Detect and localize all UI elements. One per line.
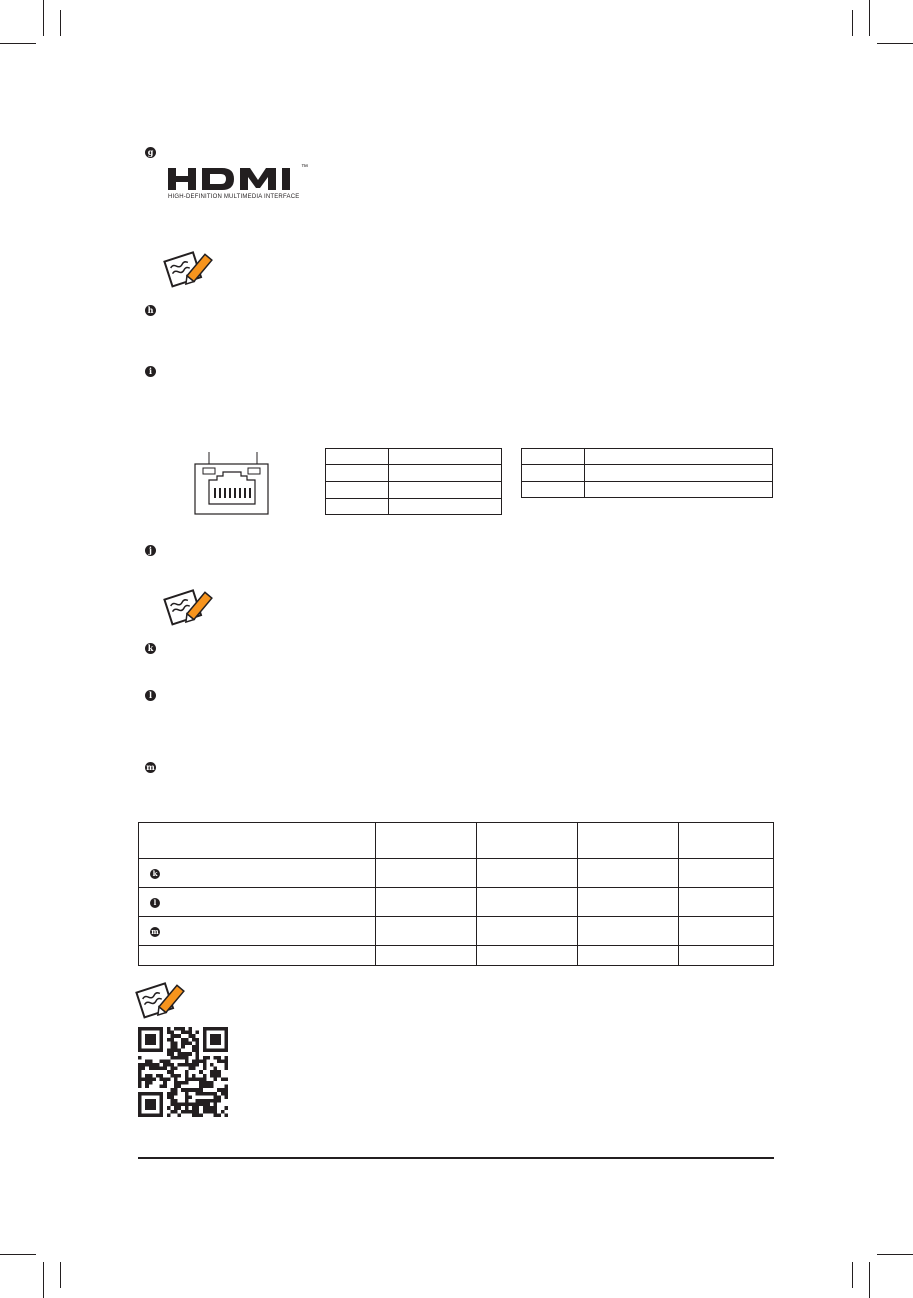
item-marker-k: k (150, 869, 160, 879)
activity-led-table (521, 448, 773, 498)
item-marker-j: j (145, 545, 156, 556)
table-row (139, 946, 774, 966)
note-pencil-icon (134, 979, 188, 1021)
hdmi-tagline: HIGH-DEFINITION MULTIMEDIA INTERFACE (168, 194, 300, 200)
crop-mark-bl-v2 (60, 1262, 61, 1288)
crop-mark-tl-v2 (60, 10, 61, 36)
crop-mark-bl-v (43, 1262, 44, 1298)
table-row (522, 449, 773, 465)
crop-mark-tr-v (869, 0, 870, 36)
item-marker-h: h (145, 305, 156, 316)
audio-config-table (138, 822, 774, 966)
crop-mark-br-v (869, 1262, 870, 1298)
item-marker-g: g (145, 147, 156, 158)
rj45-port-icon (193, 448, 273, 520)
table-row (139, 823, 774, 859)
item-marker-l: l (150, 898, 160, 908)
hdmi-trademark: ™ (301, 164, 308, 171)
crop-mark-tl-h (0, 43, 36, 44)
crop-mark-tr-v2 (852, 10, 853, 36)
hdmi-wordmark-graphic (168, 166, 300, 192)
hdmi-logo (168, 166, 313, 206)
item-marker-i: i (145, 366, 156, 377)
table-row (139, 917, 774, 946)
footer-rule (138, 1157, 774, 1159)
crop-mark-bl-h (0, 1254, 36, 1255)
table-row (522, 482, 773, 498)
speed-led-table (325, 448, 502, 515)
note-pencil-icon (162, 586, 216, 628)
item-marker-m: m (151, 926, 159, 936)
crop-mark-tr-h (877, 43, 913, 44)
table-row (139, 859, 774, 888)
qr-code-icon[interactable] (138, 1027, 228, 1117)
table-row (326, 482, 502, 499)
table-row (522, 465, 773, 482)
crop-mark-br-v2 (852, 1262, 853, 1288)
item-marker-l: l (145, 690, 156, 701)
table-row (326, 465, 502, 482)
crop-mark-br-h (877, 1254, 913, 1255)
crop-mark-tl-v (43, 0, 44, 36)
item-marker-k: k (145, 643, 156, 654)
table-row (326, 449, 502, 465)
table-row (326, 499, 502, 515)
note-pencil-icon (162, 248, 216, 290)
item-marker-m: m (146, 762, 155, 772)
table-row (139, 888, 774, 917)
